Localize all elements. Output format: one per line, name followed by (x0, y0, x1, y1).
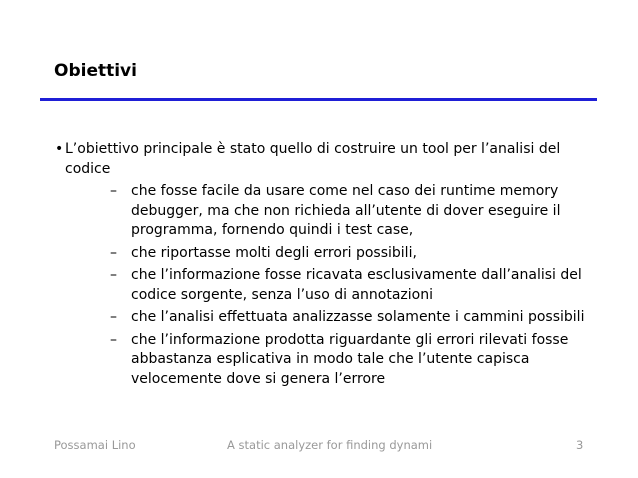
dash-marker-icon: – (110, 244, 117, 261)
dash-marker-icon: – (110, 267, 117, 283)
sub-bullet-list (65, 182, 600, 389)
bullet-marker-icon: • (55, 141, 64, 157)
sub-bullet-text: che riportasse molti degli errori possibili, (131, 244, 417, 261)
title-divider (40, 98, 597, 101)
sub-bullet-text: che l’informazione prodotta riguardante gli errori rilevati fosse abbastanza esplicativa in modo tale che l’utente capisca velocemente dove si genera l’errore (131, 331, 569, 387)
footer-author: Possamai Lino (54, 438, 136, 452)
footer-page-number: 3 (576, 438, 584, 452)
footer-presentation-title: A static analyzer for finding dynami (227, 438, 433, 452)
dash-marker-icon: – (110, 331, 117, 348)
sub-bullet-text: che fosse facile da usare come nel caso dei runtime memory debugger, ma che non richieda all’utente di dover eseguire il programma, fornendo quindi i test case, (131, 183, 561, 238)
sub-bullet-item (65, 308, 600, 328)
dash-marker-icon: – (110, 183, 117, 199)
slide-content (40, 140, 600, 392)
sub-bullet-item (65, 266, 600, 305)
dash-marker-icon: – (110, 309, 117, 325)
sub-bullet-text: che l’informazione fosse ricavata esclusivamente dall’analisi del codice sorgente, senza l’uso di annotazioni (131, 267, 582, 303)
slide-title: Obiettivi (54, 61, 137, 81)
sub-bullet-text: che l’analisi effettuata analizzasse solamente i cammini possibili (131, 309, 585, 325)
sub-bullet-item (65, 244, 600, 264)
bullet-text: L’obiettivo principale è stato quello di costruire un tool per l’analisi del codice (65, 141, 561, 177)
sub-bullet-item (65, 182, 600, 241)
sub-bullet-item (65, 331, 600, 390)
bullet-item (40, 140, 600, 389)
